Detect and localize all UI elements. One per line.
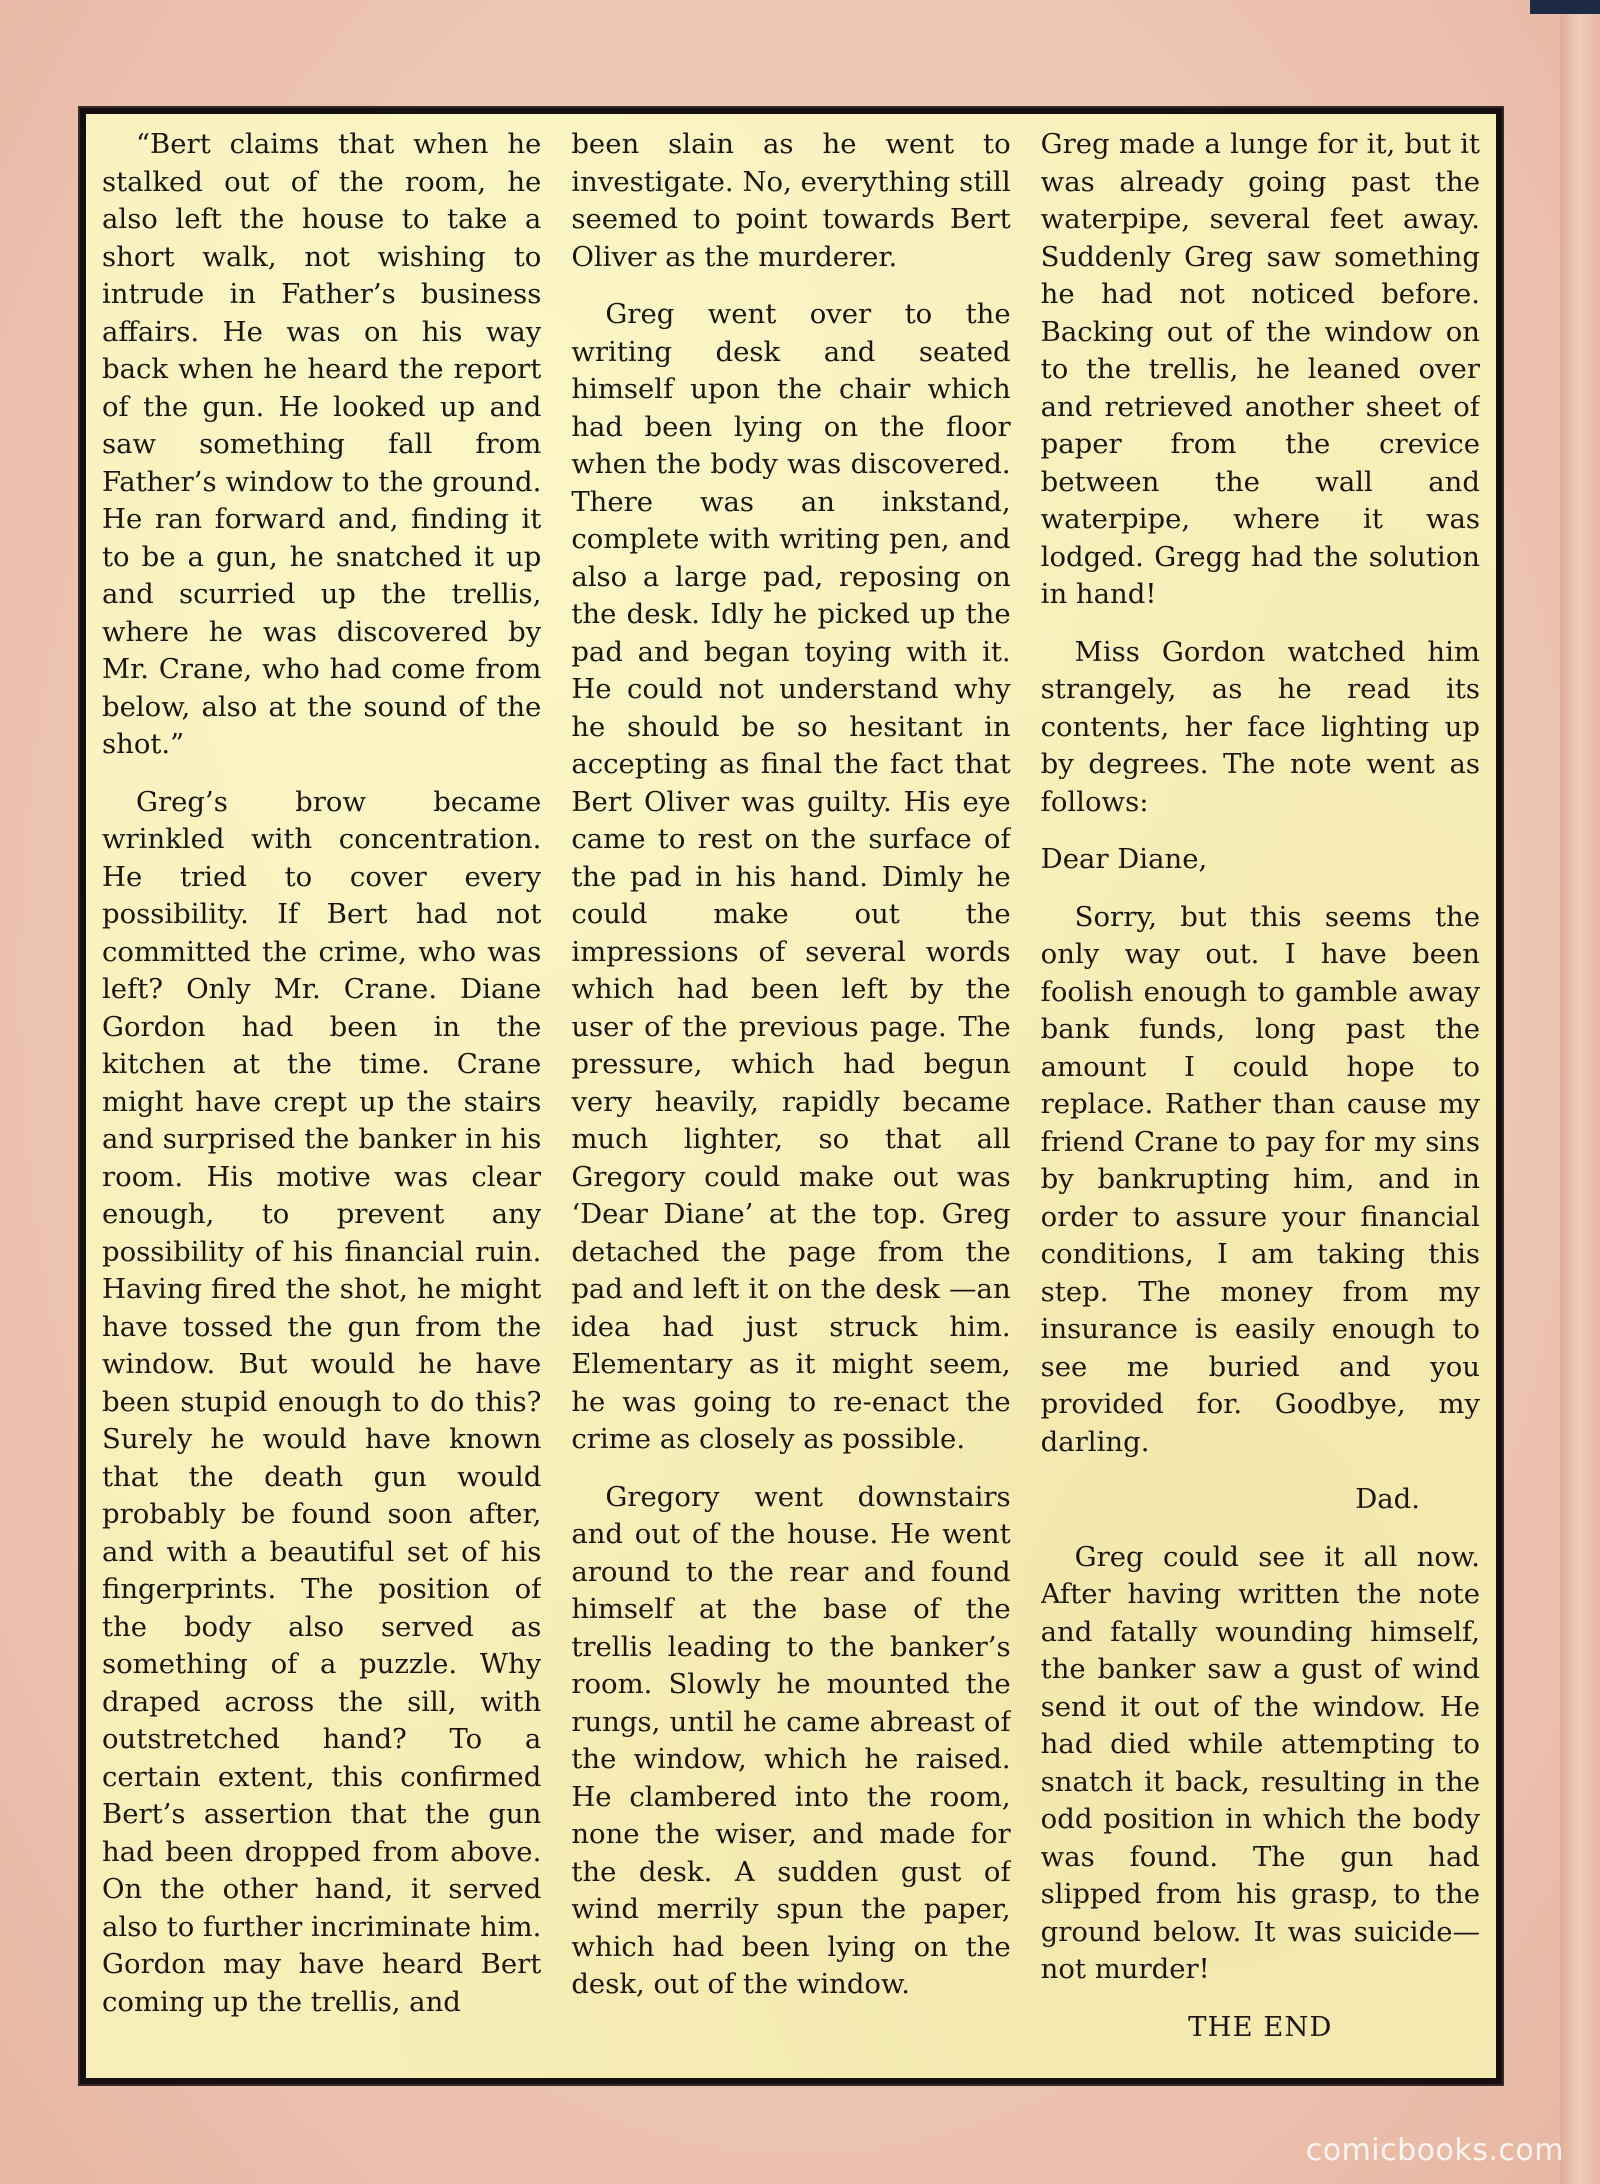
paragraph: been slain as he went to investigate. No, everything still seemed to point towards Bert Oliver as the murderer. [571,128,1011,273]
paragraph: Greg made a lunge for it, but it was already going past the waterpipe, several feet away. Suddenly Greg saw something he had not noticed before. Backing out of the window on to the trellis, he leaned over and retrieved another sheet of paper from the crevice between the wall and waterpipe, where it was lodged. Gregg had the solution in hand! [1040,128,1480,610]
cover-corner [1530,0,1600,14]
paragraph: “Bert claims that when he stalked out of the room, he also left the house to take a short walk, not wishing to intrude in Father’s business affairs. He was on his way back when he heard the report of the gun. He looked up and saw something fall from Father’s window to the ground. He ran forward and, finding it to be a gun, he snatched it up and scurried up the trellis, where he was discovered by Mr. Crane, who had come from below, also at the sound of the shot.” [102,128,542,760]
page-edge [1560,0,1600,2184]
paragraph: Greg went over to the writing desk and seated himself upon the chair which had been lying on the floor when the body was discovered. There was an inkstand, complete with writing pen, and also a large pad, reposing on the desk. Idly he picked up the pad and began toying with it. He could not understand why he should be so hesitant in accepting as final the fact that Bert Oliver was guilty. His eye came to rest on the surface of the pad in his hand. Dimly he could make out the impressions of several words which had been left by the user of the previous page. The pressure, which had begun very heavily, rapidly became much lighter, so that all Gregory could make out was ‘Dear Diane’ at the top. Greg detached the page from the pad and left it on the desk —an idea had just struck him. Elementary as it might seem, he was going to re-enact the crime as closely as possible. [571,298,1011,1455]
site-watermark: comicbooks.com [1305,2133,1564,2168]
paragraph: Miss Gordon watched him strangely, as he read its contents, her face lighting up by degrees. The note went as follows: [1040,635,1480,818]
letter-signature: Dad. [1355,1483,1420,1515]
text-column-3 [1041,126,1480,2066]
story-text-panel [80,108,1502,2084]
paragraph: Greg could see it all now. After having written the note and fatally wounding himself, the banker saw a gust of wind send it out of the window. He had died while attempting to snatch it back, resulting in the odd position in which the body was found. The gun had slipped from his grasp, to the ground below. It was suicide—not murder! [1040,1540,1480,1985]
text-columns [102,126,1480,2066]
letter-body: Sorry, but this seems the only way out. I have been foolish enough to gamble away bank funds, long past the amount I could hope to replace. Rather than cause my friend Crane to pay for my sins by bankrupting him, and in order to assure your financial conditions, I am taking this step. The money from my insurance is easily enough to see me buried and you provided for. Goodbye, my darling. [1040,900,1480,1458]
text-column-2 [571,126,1010,2066]
paragraph: Greg’s brow became wrinkled with concentration. He tried to cover every possibility. If Bert had not committed the crime, who was left? Only Mr. Crane. Diane Gordon had been in the kitchen at the time. Crane might have crept up the stairs and surprised the banker in his room. His motive was clear enough, to prevent any possibility of his financial ruin. Having fired the shot, he might have tossed the gun from the window. But would he have been stupid enough to do this? Surely he would have known that the death gun would probably be found soon after, and with a beautiful set of his fingerprints. The position of the body also served as something of a puzzle. Why draped across the sill, with outstretched hand? To a certain extent, this confirmed Bert’s assertion that the gun had been dropped from above. On the other hand, it served also to further incriminate him. Gordon may have heard Bert coming up the trellis, and [102,785,542,2018]
text-column-1 [102,126,541,2066]
letter-salutation: Dear Diane, [1040,843,1208,875]
paragraph: Gregory went downstairs and out of the house. He went around to the rear and found himself at the base of the trellis leading to the banker’s room. Slowly he mounted the rungs, until he came abreast of the window, which he raised. He clambered into the room, none the wiser, and made for the desk. A sudden gust of wind merrily spun the paper, which had been lying on the desk, out of the window. [571,1480,1011,2000]
the-end-label: THE END [1188,2010,1333,2043]
